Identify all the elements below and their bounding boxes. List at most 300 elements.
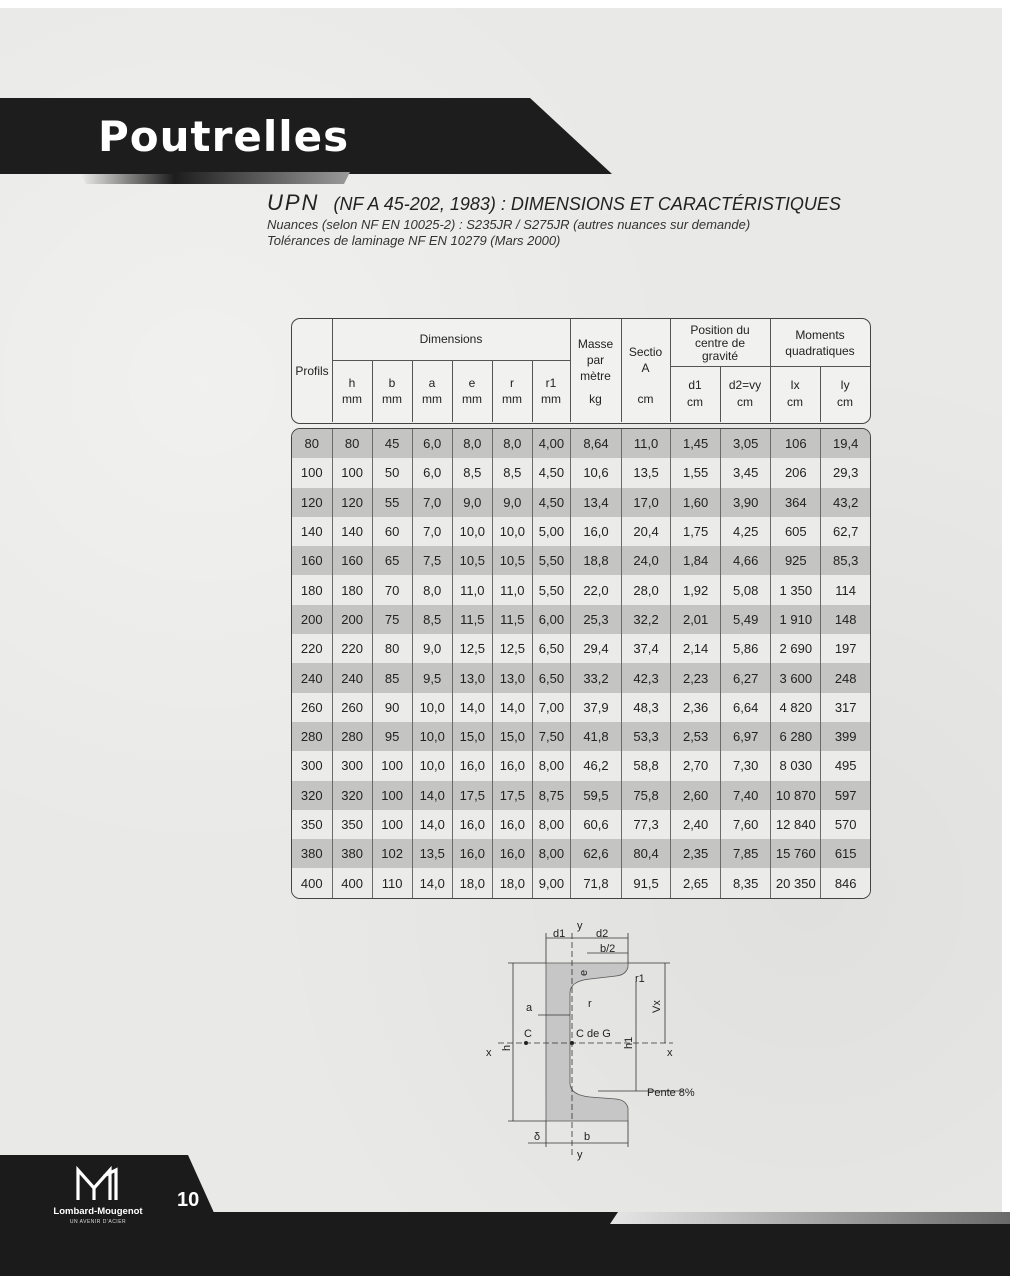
table-cell: 7,50	[532, 722, 570, 751]
table-cell: 17,5	[492, 781, 532, 810]
dimensions-table	[291, 318, 871, 899]
header-unit: mm	[382, 392, 402, 406]
table-cell: 1,84	[671, 546, 721, 575]
table-cell: 58,8	[622, 751, 671, 780]
table-cell: 29,3	[821, 458, 870, 487]
table-cell: 10,0	[412, 722, 452, 751]
table-cell: 2,60	[671, 781, 721, 810]
table-cell: 62,6	[570, 839, 621, 868]
header-position: Position du	[690, 323, 750, 337]
table-cell: 2,65	[671, 868, 721, 897]
table-cell: 2,35	[671, 839, 721, 868]
table-cell: 399	[821, 722, 870, 751]
table-cell: 20 350	[771, 868, 821, 897]
table-cell: 240	[292, 663, 332, 692]
subtitle-heading	[267, 190, 841, 216]
table-cell: 5,49	[721, 605, 771, 634]
label-b-half: b/2	[600, 943, 616, 955]
table-cell: 53,3	[622, 722, 671, 751]
upn-section-diagram	[478, 915, 718, 1165]
table-cell: 102	[372, 839, 412, 868]
table-cell: 12,5	[452, 634, 492, 663]
table-body	[291, 428, 871, 899]
table-cell: 7,0	[412, 488, 452, 517]
table-cell: 71,8	[570, 868, 621, 897]
table-cell: 3,45	[721, 458, 771, 487]
table-cell: 65	[372, 546, 412, 575]
table-cell: 16,0	[452, 839, 492, 868]
table-cell: 100	[372, 751, 412, 780]
table-row	[292, 546, 870, 575]
table-cell: 46,2	[570, 751, 621, 780]
table-cell: 80	[332, 429, 372, 458]
table-cell: 5,86	[721, 634, 771, 663]
header-unit: cm	[687, 395, 703, 409]
header-unit: cm	[737, 395, 753, 409]
table-cell: 13,0	[492, 663, 532, 692]
table-row	[292, 575, 870, 604]
table-cell: 5,50	[532, 575, 570, 604]
table-cell: 6,0	[412, 458, 452, 487]
table-cell: 400	[292, 868, 332, 897]
table-cell: 11,0	[452, 575, 492, 604]
table-cell: 12,5	[492, 634, 532, 663]
table-cell: 4,66	[721, 546, 771, 575]
table-row	[292, 605, 870, 634]
table-cell: 7,30	[721, 751, 771, 780]
table-cell: 8 030	[771, 751, 821, 780]
table-cell: 3 600	[771, 663, 821, 692]
table-row	[292, 868, 870, 897]
table-row	[292, 429, 870, 458]
brand-logo-icon	[74, 1166, 120, 1202]
table-cell: 3,90	[721, 488, 771, 517]
header-unit: cm	[837, 395, 853, 409]
header-unit: cm	[637, 392, 654, 406]
table-cell: 24,0	[622, 546, 671, 575]
table-cell: 42,3	[622, 663, 671, 692]
table-cell: 120	[292, 488, 332, 517]
header-unit: mm	[422, 392, 442, 406]
table-cell: 1,92	[671, 575, 721, 604]
table-cell: 6,50	[532, 663, 570, 692]
table-cell: 364	[771, 488, 821, 517]
table-cell: 846	[821, 868, 870, 897]
table-cell: 570	[821, 810, 870, 839]
header-section: Sectio	[628, 345, 663, 359]
table-cell: 20,4	[622, 517, 671, 546]
header-section: A	[641, 361, 650, 375]
table-cell: 11,0	[622, 429, 671, 458]
table-cell: 12 840	[771, 810, 821, 839]
table-cell: 33,2	[570, 663, 621, 692]
table-cell: 16,0	[492, 751, 532, 780]
table-cell: 19,4	[821, 429, 870, 458]
table-cell: 10,5	[452, 546, 492, 575]
table-cell: 380	[292, 839, 332, 868]
table-cell: 55	[372, 488, 412, 517]
section-subtitle	[267, 190, 841, 248]
label-h: h	[501, 1044, 513, 1051]
table-cell: 4,25	[721, 517, 771, 546]
table-cell: 160	[332, 546, 372, 575]
table-cell: 220	[292, 634, 332, 663]
table-cell: 1 350	[771, 575, 821, 604]
table-cell: 106	[771, 429, 821, 458]
table-cell: 11,5	[452, 605, 492, 634]
page-number: 10	[177, 1189, 200, 1211]
table-cell: 11,5	[492, 605, 532, 634]
table-row	[292, 722, 870, 751]
table-cell: 114	[821, 575, 870, 604]
table-cell: 22,0	[570, 575, 621, 604]
header-unit: mm	[462, 392, 482, 406]
table-row	[292, 488, 870, 517]
header-r: r	[510, 376, 514, 390]
table-cell: 8,35	[721, 868, 771, 897]
table-cell: 100	[372, 781, 412, 810]
table-cell: 597	[821, 781, 870, 810]
table-cell: 10,0	[412, 751, 452, 780]
table-cell: 8,00	[532, 810, 570, 839]
table-cell: 4 820	[771, 693, 821, 722]
table-cell: 925	[771, 546, 821, 575]
table-cell: 240	[332, 663, 372, 692]
table-cell: 80,4	[622, 839, 671, 868]
table-cell: 248	[821, 663, 870, 692]
table-cell: 43,2	[821, 488, 870, 517]
table-cell: 28,0	[622, 575, 671, 604]
profile-code: UPN	[267, 190, 320, 215]
table-cell: 9,0	[452, 488, 492, 517]
table-cell: 17,0	[622, 488, 671, 517]
center-of-gravity-point	[570, 1041, 574, 1045]
table-cell: 7,0	[412, 517, 452, 546]
table-cell: 320	[332, 781, 372, 810]
table-cell: 6,00	[532, 605, 570, 634]
header-unit: cm	[787, 395, 803, 409]
header-moments: quadratiques	[785, 344, 855, 358]
table-cell: 25,3	[570, 605, 621, 634]
table-cell: 2,53	[671, 722, 721, 751]
table-cell: 9,0	[492, 488, 532, 517]
page-top-margin	[0, 0, 1010, 8]
table-row	[292, 634, 870, 663]
header-iy: Iy	[840, 378, 850, 392]
header-masse: mètre	[580, 369, 611, 383]
table-cell: 10,0	[452, 517, 492, 546]
table-cell: 8,00	[532, 751, 570, 780]
table-cell: 14,0	[492, 693, 532, 722]
table-cell: 85,3	[821, 546, 870, 575]
table-cell: 75	[372, 605, 412, 634]
table-cell: 90	[372, 693, 412, 722]
label-d1: d1	[553, 928, 566, 940]
label-a: a	[526, 1002, 533, 1014]
table-cell: 148	[821, 605, 870, 634]
table-cell: 2,40	[671, 810, 721, 839]
table-row	[292, 839, 870, 868]
table-cell: 1 910	[771, 605, 821, 634]
header-moments: Moments	[795, 328, 845, 342]
header-divider	[670, 366, 870, 367]
label-b: b	[584, 1131, 591, 1143]
table-cell: 18,0	[452, 868, 492, 897]
subtitle-heading-text: (NF A 45-202, 1983) : DIMENSIONS ET CARACTÉRISTIQUES	[333, 194, 841, 214]
table-cell: 220	[332, 634, 372, 663]
table-cell: 16,0	[492, 810, 532, 839]
table-cell: 14,0	[412, 810, 452, 839]
table-cell: 8,5	[492, 458, 532, 487]
table-cell: 100	[292, 458, 332, 487]
table-cell: 160	[292, 546, 332, 575]
table-cell: 41,8	[570, 722, 621, 751]
table-cell: 260	[332, 693, 372, 722]
table-cell: 5,50	[532, 546, 570, 575]
label-r1: r1	[635, 973, 645, 985]
c-point	[524, 1041, 528, 1045]
header-d2: d2=vy	[728, 378, 762, 392]
table-cell: 280	[292, 722, 332, 751]
table-cell: 260	[292, 693, 332, 722]
table-cell: 1,60	[671, 488, 721, 517]
table-cell: 10,6	[570, 458, 621, 487]
table-cell: 350	[292, 810, 332, 839]
table-cell: 11,0	[492, 575, 532, 604]
table-cell: 320	[292, 781, 332, 810]
header-masse: par	[586, 353, 605, 367]
tolerances-note: Tolérances de laminage NF EN 10279 (Mars 2000)	[267, 233, 561, 248]
table-cell: 7,00	[532, 693, 570, 722]
table-cell: 16,0	[570, 517, 621, 546]
table-cell: 206	[771, 458, 821, 487]
table-row	[292, 751, 870, 780]
table-cell: 9,00	[532, 868, 570, 897]
table-cell: 4,50	[532, 488, 570, 517]
table-cell: 10,0	[412, 693, 452, 722]
table-header	[291, 318, 871, 424]
table-cell: 13,5	[412, 839, 452, 868]
table-cell: 75,8	[622, 781, 671, 810]
table-cell: 605	[771, 517, 821, 546]
table-cell: 9,5	[412, 663, 452, 692]
label-h1: h1	[623, 1036, 635, 1049]
table-cell: 62,7	[821, 517, 870, 546]
header-h: h	[348, 376, 356, 390]
table-cell: 8,5	[452, 458, 492, 487]
table-cell: 4,50	[532, 458, 570, 487]
table-cell: 15,0	[492, 722, 532, 751]
table-cell: 180	[332, 575, 372, 604]
table-cell: 60	[372, 517, 412, 546]
table-row	[292, 781, 870, 810]
table-cell: 300	[332, 751, 372, 780]
table-cell: 4,00	[532, 429, 570, 458]
table-cell: 50	[372, 458, 412, 487]
table-cell: 48,3	[622, 693, 671, 722]
table-cell: 15 760	[771, 839, 821, 868]
table-cell: 2,23	[671, 663, 721, 692]
table-cell: 16,0	[452, 751, 492, 780]
table-cell: 18,0	[492, 868, 532, 897]
header-masse: Masse	[577, 337, 614, 351]
label-y-bottom: y	[577, 1149, 583, 1161]
table-cell: 60,6	[570, 810, 621, 839]
table-cell: 140	[332, 517, 372, 546]
table-cell: 350	[332, 810, 372, 839]
table-cell: 6,0	[412, 429, 452, 458]
table-cell: 91,5	[622, 868, 671, 897]
table-cell: 32,2	[622, 605, 671, 634]
table-row	[292, 693, 870, 722]
table-cell: 37,4	[622, 634, 671, 663]
table-cell: 2 690	[771, 634, 821, 663]
header-divider	[332, 360, 570, 361]
table-cell: 6 280	[771, 722, 821, 751]
table-cell: 317	[821, 693, 870, 722]
header-unit: kg	[589, 392, 602, 406]
table-cell: 10,5	[492, 546, 532, 575]
table-cell: 10,0	[492, 517, 532, 546]
table-row	[292, 810, 870, 839]
table-cell: 495	[821, 751, 870, 780]
nuances-note: Nuances (selon NF EN 10025-2) : S235JR / S275JR (autres nuances sur demande)	[267, 217, 751, 232]
header-b: b	[388, 376, 396, 390]
header-unit: mm	[502, 392, 522, 406]
table-cell: 200	[332, 605, 372, 634]
header-e: e	[468, 376, 476, 390]
table-cell: 13,5	[622, 458, 671, 487]
table-cell: 59,5	[570, 781, 621, 810]
header-dimensions: Dimensions	[419, 332, 483, 346]
header-profils: Profils	[295, 364, 329, 378]
table-cell: 110	[372, 868, 412, 897]
label-x-right: x	[667, 1047, 673, 1059]
table-cell: 615	[821, 839, 870, 868]
table-cell: 14,0	[412, 868, 452, 897]
table-cell: 8,0	[492, 429, 532, 458]
table-cell: 400	[332, 868, 372, 897]
header-position: centre de	[694, 336, 746, 350]
table-cell: 8,00	[532, 839, 570, 868]
brand-name: Lombard-Mougenot	[53, 1206, 143, 1217]
table-row	[292, 517, 870, 546]
header-unit: mm	[541, 392, 561, 406]
table-cell: 85	[372, 663, 412, 692]
table-cell: 300	[292, 751, 332, 780]
label-d2: d2	[596, 928, 609, 940]
table-cell: 100	[332, 458, 372, 487]
table-row	[292, 458, 870, 487]
page-right-margin	[1002, 0, 1010, 1276]
label-y-top: y	[577, 920, 583, 932]
table-cell: 80	[292, 429, 332, 458]
label-c-de-g: C de G	[576, 1028, 611, 1040]
table-cell: 45	[372, 429, 412, 458]
table-cell: 37,9	[570, 693, 621, 722]
table-cell: 9,0	[412, 634, 452, 663]
table-cell: 7,5	[412, 546, 452, 575]
header-d1: d1	[688, 378, 702, 392]
table-cell: 6,50	[532, 634, 570, 663]
upn-profile-drawing	[478, 915, 718, 1165]
footer-stripe	[610, 1212, 1010, 1224]
table-cell: 80	[372, 634, 412, 663]
table-cell: 18,8	[570, 546, 621, 575]
table-cell: 120	[332, 488, 372, 517]
table-cell: 70	[372, 575, 412, 604]
header-a: a	[428, 376, 436, 390]
table-cell: 15,0	[452, 722, 492, 751]
page-title: Poutrelles	[98, 112, 350, 161]
header-r1: r1	[545, 376, 557, 390]
table-cell: 6,27	[721, 663, 771, 692]
table-cell: 2,70	[671, 751, 721, 780]
table-cell: 14,0	[452, 693, 492, 722]
table-cell: 8,64	[570, 429, 621, 458]
table-cell: 14,0	[412, 781, 452, 810]
table-cell: 2,36	[671, 693, 721, 722]
table-cell: 5,00	[532, 517, 570, 546]
table-cell: 197	[821, 634, 870, 663]
table-cell: 5,08	[721, 575, 771, 604]
table-cell: 280	[332, 722, 372, 751]
table-cell: 140	[292, 517, 332, 546]
table-cell: 100	[372, 810, 412, 839]
label-x-left: x	[486, 1047, 492, 1059]
table-cell: 29,4	[570, 634, 621, 663]
table-cell: 7,40	[721, 781, 771, 810]
table-cell: 1,75	[671, 517, 721, 546]
label-pente: Pente 8%	[647, 1087, 695, 1099]
header-position: gravité	[701, 349, 739, 363]
table-cell: 8,0	[412, 575, 452, 604]
table-cell: 77,3	[622, 810, 671, 839]
table-cell: 8,0	[452, 429, 492, 458]
table-cell: 8,5	[412, 605, 452, 634]
table-cell: 6,64	[721, 693, 771, 722]
table-row	[292, 663, 870, 692]
table-cell: 7,60	[721, 810, 771, 839]
table-cell: 7,85	[721, 839, 771, 868]
table-cell: 8,75	[532, 781, 570, 810]
table-cell: 2,01	[671, 605, 721, 634]
table-cell: 16,0	[452, 810, 492, 839]
table-cell: 1,55	[671, 458, 721, 487]
table-cell: 17,5	[452, 781, 492, 810]
label-c: C	[524, 1028, 532, 1040]
table-cell: 16,0	[492, 839, 532, 868]
table-cell: 2,14	[671, 634, 721, 663]
table-cell: 380	[332, 839, 372, 868]
header-unit: mm	[342, 392, 362, 406]
table-cell: 13,4	[570, 488, 621, 517]
brand-tagline: UN AVENIR D'ACIER	[69, 1219, 127, 1225]
label-r: r	[588, 998, 592, 1010]
label-vx: Vx	[651, 1000, 663, 1013]
table-cell: 13,0	[452, 663, 492, 692]
table-cell: 180	[292, 575, 332, 604]
table-cell: 10 870	[771, 781, 821, 810]
table-cell: 6,97	[721, 722, 771, 751]
header-ix: Ix	[790, 378, 800, 392]
table-cell: 3,05	[721, 429, 771, 458]
label-e: e	[578, 969, 590, 976]
table-cell: 200	[292, 605, 332, 634]
table-cell: 1,45	[671, 429, 721, 458]
table-cell: 95	[372, 722, 412, 751]
label-delta: δ	[534, 1131, 541, 1143]
